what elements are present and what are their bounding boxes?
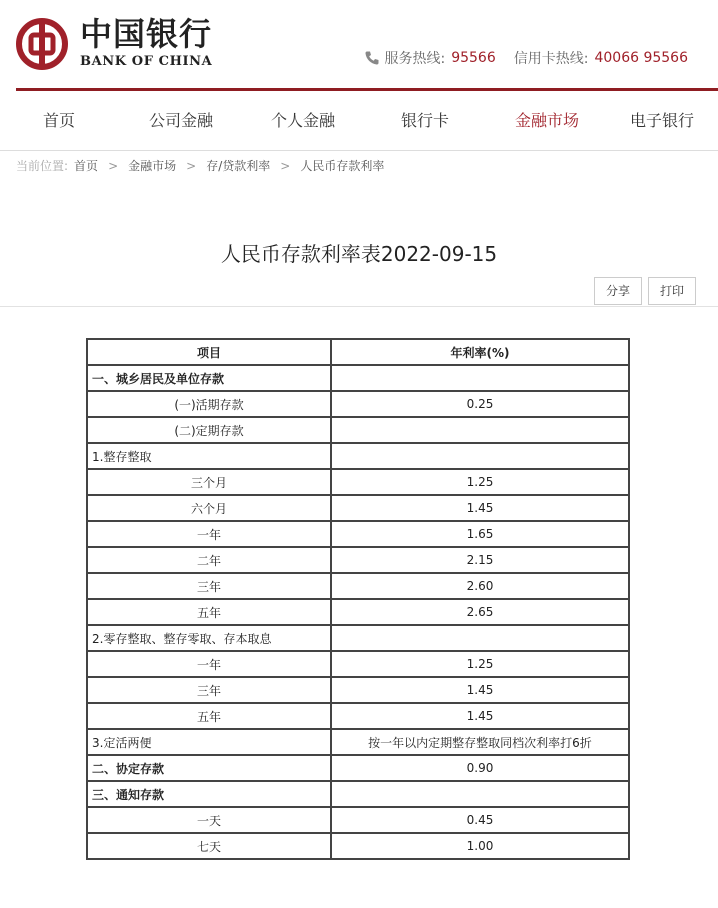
table-row: [87, 469, 629, 495]
nav-item-bank-card[interactable]: 银行卡: [400, 111, 449, 130]
table-row: [87, 443, 629, 469]
rate-value-cell: [331, 417, 629, 443]
table-row: [87, 365, 629, 391]
rate-item-cell: 一天: [87, 807, 331, 833]
brand-name-cn[interactable]: 中国银行: [80, 15, 213, 53]
rate-item-cell: 1.整存整取: [87, 443, 331, 469]
hotline-service-label: 服务热线:: [384, 51, 446, 67]
table-row: [87, 729, 629, 755]
nav-divider: [0, 150, 718, 151]
table-row: [87, 495, 629, 521]
table-row: [87, 677, 629, 703]
page-tools: [588, 277, 696, 305]
table-row: [87, 703, 629, 729]
table-row: [87, 573, 629, 599]
rate-value-cell: [331, 781, 629, 807]
main-nav: [0, 98, 718, 144]
nav-item-e-banking[interactable]: 电子银行: [629, 111, 694, 130]
rate-value-cell: [331, 365, 629, 391]
rate-item-cell: 一年: [87, 651, 331, 677]
breadcrumb-item-deposit-loan-rates[interactable]: 存/贷款利率: [206, 159, 271, 173]
table-row: [87, 521, 629, 547]
table-row: [87, 417, 629, 443]
table-row: [87, 651, 629, 677]
nav-item-financial-markets[interactable]: 金融市场: [514, 111, 579, 130]
site-header: [0, 0, 718, 88]
table-row: [87, 547, 629, 573]
rate-item-cell: 三个月: [87, 469, 331, 495]
table-row: [87, 781, 629, 807]
rate-item-cell: 三年: [87, 677, 331, 703]
header-divider: [16, 88, 718, 91]
rate-item-cell: 六个月: [87, 495, 331, 521]
rate-value-cell: 2.60: [331, 573, 629, 599]
rate-value-cell: [331, 443, 629, 469]
bank-of-china-logo-icon[interactable]: [16, 18, 68, 70]
table-row: [87, 755, 629, 781]
breadcrumb: [16, 157, 384, 174]
rate-item-cell: (一)活期存款: [87, 391, 331, 417]
table-row: [87, 807, 629, 833]
breadcrumb-item-financial-markets[interactable]: 金融市场: [128, 159, 177, 173]
breadcrumb-item-rmb-deposit-rates[interactable]: 人民币存款利率: [300, 159, 385, 173]
rate-item-cell: 三年: [87, 573, 331, 599]
nav-item-corporate-banking[interactable]: 公司金融: [148, 111, 213, 130]
rate-value-cell: [331, 625, 629, 651]
table-header-row: [87, 339, 629, 365]
nav-item-personal-banking[interactable]: 个人金融: [270, 111, 335, 130]
rate-value-cell: 1.25: [331, 651, 629, 677]
hotline-credit-label: 信用卡热线:: [513, 51, 589, 67]
brand-name-en[interactable]: BANK OF CHINA: [80, 54, 213, 69]
phone-icon: [364, 50, 380, 66]
breadcrumb-separator: >: [108, 158, 119, 173]
table-row: [87, 599, 629, 625]
rate-value-cell: 1.65: [331, 521, 629, 547]
rate-value-cell: 1.45: [331, 495, 629, 521]
rate-item-cell: 五年: [87, 703, 331, 729]
rate-value-cell: 2.65: [331, 599, 629, 625]
rate-value-cell: 1.25: [331, 469, 629, 495]
page-title: 人民币存款利率表2022-09-15: [220, 242, 498, 266]
rate-item-cell: 一、城乡居民及单位存款: [87, 365, 331, 391]
rate-item-cell: (二)定期存款: [87, 417, 331, 443]
rate-item-cell: 二、协定存款: [87, 755, 331, 781]
rate-item-cell: 五年: [87, 599, 331, 625]
rate-item-cell: 2.零存整取、整存零取、存本取息: [87, 625, 331, 651]
rate-value-cell: 0.25: [331, 391, 629, 417]
column-header-rate: 年利率(%): [331, 339, 629, 365]
rate-item-cell: 3.定活两便: [87, 729, 331, 755]
deposit-rate-table: [86, 338, 630, 860]
rate-value-cell: 按一年以内定期整存整取同档次利率打6折: [331, 729, 629, 755]
content-divider: [0, 306, 718, 307]
nav-item-home[interactable]: 首页: [42, 111, 75, 130]
rate-value-cell: 2.15: [331, 547, 629, 573]
hotline-service-number: 95566: [451, 50, 496, 66]
table-row: [87, 833, 629, 859]
share-button[interactable]: 分享: [594, 277, 642, 305]
rate-value-cell: 0.90: [331, 755, 629, 781]
rate-value-cell: 0.45: [331, 807, 629, 833]
print-button[interactable]: 打印: [648, 277, 696, 305]
hotline-credit-number: 40066 95566: [594, 50, 688, 66]
rate-value-cell: 1.45: [331, 677, 629, 703]
table-row: [87, 625, 629, 651]
rate-item-cell: 二年: [87, 547, 331, 573]
rate-item-cell: 七天: [87, 833, 331, 859]
breadcrumb-separator: >: [186, 158, 197, 173]
rate-value-cell: 1.00: [331, 833, 629, 859]
hotline-bar: [364, 48, 688, 68]
breadcrumb-item-home[interactable]: 首页: [74, 159, 99, 173]
rate-item-cell: 一年: [87, 521, 331, 547]
table-body: [87, 365, 629, 859]
breadcrumb-label: 当前位置:: [16, 159, 69, 173]
table-row: [87, 391, 629, 417]
rate-item-cell: 三、通知存款: [87, 781, 331, 807]
breadcrumb-separator: >: [280, 158, 291, 173]
rate-value-cell: 1.45: [331, 703, 629, 729]
column-header-item: 项目: [87, 339, 331, 365]
